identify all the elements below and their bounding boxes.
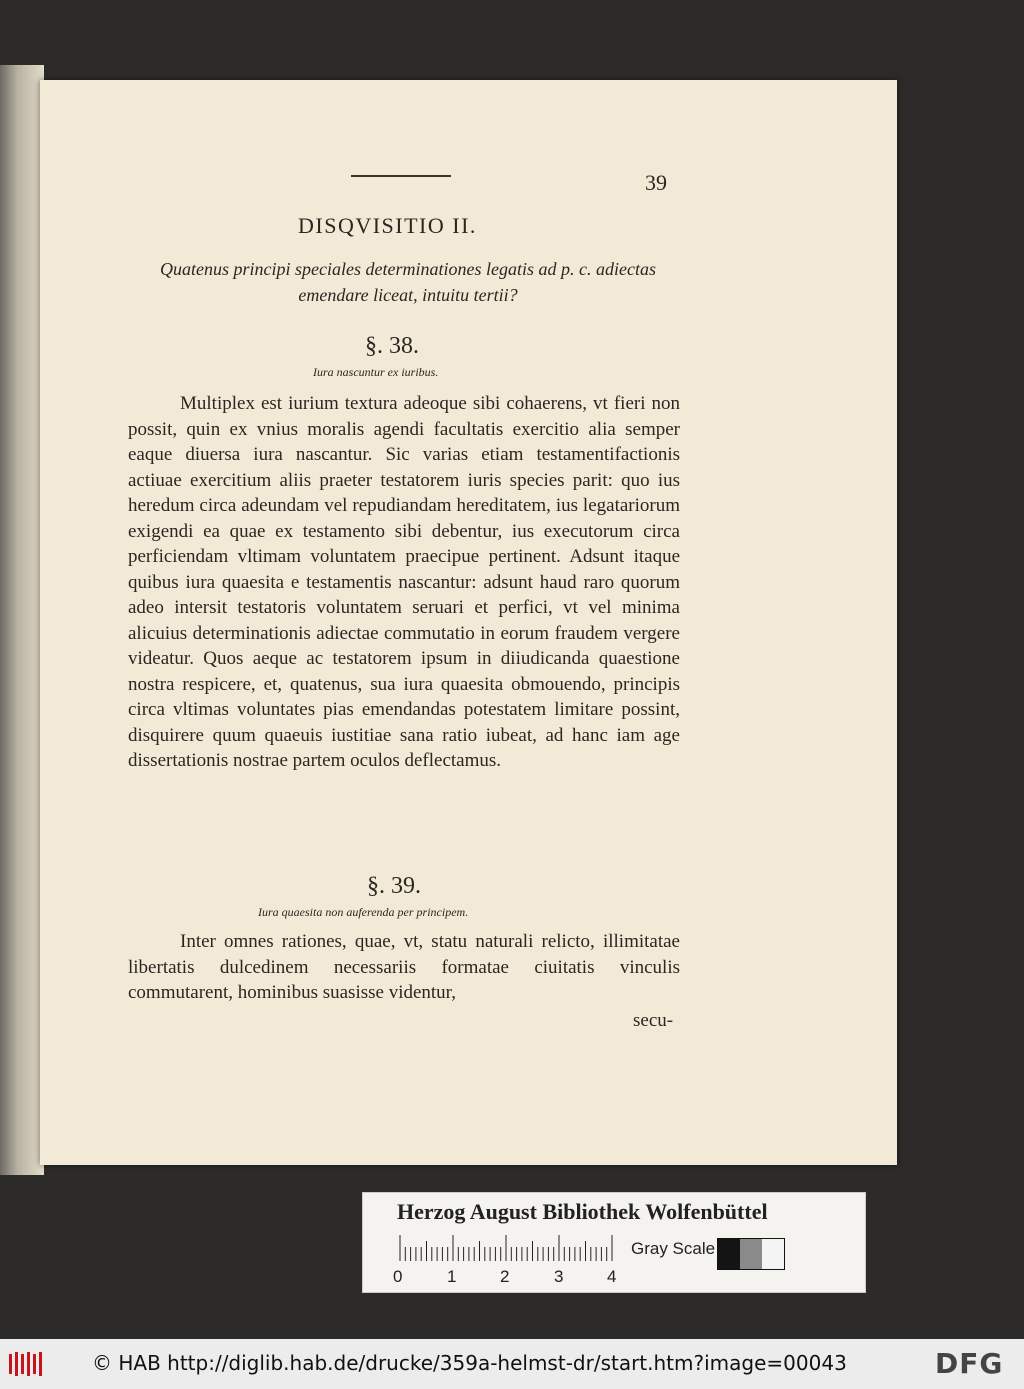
chapter-title: DISQVISITIO II. (298, 213, 477, 238)
section-38-subtitle: Iura nascuntur ex iuribus. (313, 365, 439, 379)
library-color-card (362, 1192, 866, 1293)
gray-swatch-mid (740, 1239, 762, 1269)
section-38-number: §. 38. (365, 333, 419, 359)
section-38-text (128, 391, 680, 774)
header-rule (351, 175, 451, 177)
gray-scale-swatches (717, 1238, 785, 1270)
gray-swatch-dark (718, 1239, 740, 1269)
gray-scale-label: Gray Scale (631, 1239, 716, 1258)
section-38-body: Multiplex est iurium textura adeoque sibi cohaerens, vt fieri non possit, quin ex vnius moralis agendi facultatis exercitio alia semper eaque diuersa iura nascantur. Sic varias etiam testamentifactionis actiuae exercitium aliis praeter testatorem iuris species parit: quo ius heredum circa adeundam vel repudiandam hereditatem, ius legatariorum exigendi ea quae ex testamento sibi debentur, ius executorum circa perficiendam vltimam voluntatem praecipue pertinent. Adsunt itaque quibus iura quaesita e testamentis nascantur: adsunt haud raro quorum adeo intersit testatoris voluntatem seruari et perfici, vt vel minima alicuius determinationis adiectae commutatio in eorum fraudem vergere videatur. Quos aeque ac testatorem ipsum in diiudicanda quaestione nostra respicere, et, quatenus, sua iura quaesita obmouendo, principis circa vltimas voluntates pias emendandas potestatem limitare possint, disquirere quum quaeuis iustitiae sana ratio iubeat, ad hanc iam age dissertationis nostrae partem oculos deflectamus. (128, 393, 680, 771)
ruler-label-2: 2 (500, 1267, 510, 1286)
gray-swatch-light (762, 1239, 784, 1269)
dfg-logo: DFG (935, 1347, 1004, 1380)
chapter-subtitle: Quatenus principi speciales determinationes legatis ad p. c. adiectas emendare liceat, intuitu tertii? (160, 259, 656, 305)
footer-link[interactable]: © HAB http://diglib.hab.de/drucke/359a-helmst-dr/start.htm?image=00043 (92, 1351, 847, 1375)
footer-bar (0, 1339, 1024, 1389)
section-39-text (128, 929, 680, 1006)
page-number: 39 (645, 170, 667, 195)
catchword: secu- (633, 1010, 674, 1031)
ruler-label-4: 4 (607, 1267, 617, 1286)
page-edge (0, 65, 44, 1175)
section-39-body: Inter omnes rationes, quae, vt, statu naturali relicto, illimitatae libertatis dulcedinem necessariis formatae ciuitatis vinculis commutarent, hominibus suasisse videntur, (128, 931, 680, 1003)
ruler-label-0: 0 (393, 1267, 403, 1286)
ruler-label-1: 1 (447, 1267, 457, 1286)
section-39-subtitle: Iura quaesita non auferenda per principem. (258, 905, 469, 919)
hab-logo-icon (8, 1350, 46, 1378)
ruler-icon (399, 1235, 615, 1261)
section-39-number: §. 39. (367, 873, 421, 899)
ruler-label-3: 3 (554, 1267, 564, 1286)
library-name: Herzog August Bibliothek Wolfenbüttel (397, 1199, 768, 1224)
